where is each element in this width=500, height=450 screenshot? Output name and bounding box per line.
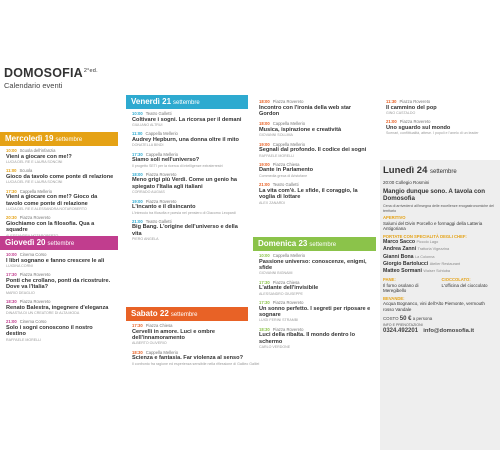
event-time: 11:00 (132, 131, 143, 137)
event-time: 10:00 (132, 111, 143, 116)
chef-row (383, 254, 496, 261)
phone[interactable]: 0324.492201 (383, 327, 419, 334)
event-place: Cappella Mellerio (145, 151, 179, 157)
event (126, 109, 248, 129)
event-time: 17:30 (6, 272, 17, 278)
event-title: Vieni a giocare con me!? (6, 153, 72, 160)
event-title: Il cammino del pop (386, 104, 437, 111)
event (253, 180, 376, 207)
chef-list (383, 239, 496, 275)
saturday-events (126, 321, 260, 368)
chef-restaurant: La Colonna (415, 254, 435, 259)
event-time: 19:00 (132, 198, 143, 204)
event (0, 270, 118, 297)
chef-row (383, 246, 496, 253)
event (0, 166, 118, 186)
info-label: INFO E PRENOTAZIONI (383, 323, 423, 328)
cost-line: COSTO 50 € a persona (383, 316, 433, 323)
event-subtitle: Il progetto SETI per la ricerca di intelligenze extraterrestri (132, 163, 223, 168)
event-place: Piazza Rovereto (399, 99, 431, 104)
event-title: Coltivare i sogni. La ricorsa per il demani (132, 116, 242, 123)
event (380, 117, 500, 137)
event-subtitle: L'intreccio tra filosofia e poesia nel pensiero di Giacomo Leopardi (132, 210, 236, 215)
event-time: 17:30 (132, 323, 143, 328)
aperitivo-text: Salumi del Divin Porcello e formaggi della Latteria Antigoriana (383, 220, 483, 232)
monday-description: Cena di arrivederci all'insegna delle eccellenze enogastronomiche del territorio (383, 204, 494, 213)
event-place: Teatro Galletti (145, 111, 172, 116)
event-place: Piazza Rovereto (19, 272, 51, 278)
event (0, 187, 118, 214)
event-subtitle: RAFFAELE MORELLI (6, 337, 42, 342)
chef-row (383, 261, 496, 268)
event-time: 19:00 (259, 161, 270, 167)
event-time: 21:00 (259, 182, 270, 188)
event-subtitle: DONATELLA BINDI (132, 143, 164, 148)
thursday-section (0, 236, 118, 344)
chef-name: Gianni Bona (383, 253, 414, 260)
event-place: Teatro Galletti (272, 182, 299, 188)
event-place: Cappella Mellerio (145, 349, 179, 355)
chef-row (383, 268, 496, 275)
chef-restaurant: Piccolo Lago (416, 240, 439, 245)
day-header-thursday: Giovedì 20 settembre (0, 236, 118, 250)
event-subtitle: GIULIANO ALTRUI (132, 122, 163, 127)
event-title: Scienza e fantasia. Far violenza al senso? (132, 355, 243, 362)
brand-title: $DOMOSOFIA^{2^\circ ed.}$ (4, 66, 98, 80)
event-title: Meno grigi più Verdi. Come un genio ha spiegato l'Italia agli italiani (132, 177, 238, 190)
event-place: Piazza Chiesa (145, 323, 173, 328)
wednesday-section (0, 132, 118, 240)
event-title: Giochiamo con la filosofia. Qua a squadre (6, 220, 95, 234)
event-title: Gioco da tavolo come ponte di relazione (6, 173, 114, 180)
event-time: 10:00 (259, 253, 270, 258)
event-time: 18:00 (132, 171, 143, 177)
event-title: Renato Balestra, ingegnere d'eleganza (6, 304, 109, 311)
event (0, 297, 118, 317)
brand (4, 66, 118, 90)
event (380, 97, 500, 117)
event-place: Cinema Corso (19, 252, 47, 257)
event-time: 18:30 (259, 326, 270, 332)
event-time: 10:00 (6, 252, 17, 257)
thursday-events (0, 250, 118, 344)
event (126, 170, 248, 197)
event-time: 19:00 (259, 141, 270, 147)
wednesday-events (0, 146, 118, 240)
event-time: 18:00 (259, 121, 270, 127)
event (0, 317, 118, 344)
sunday-events (253, 251, 376, 351)
event-title: L'incanto e il disincanto (132, 204, 196, 211)
day-header-saturday: Sabato 22 settembre (126, 307, 248, 321)
event-title: Musica, ispirazione e creatività (259, 126, 342, 133)
event-subtitle: GINO CASTALDO (386, 110, 416, 115)
monday-title: Mangio dunque sono. A tavola con Domosofia (383, 188, 485, 202)
event-time: 11:30 (386, 99, 397, 104)
monday-time-place: 20:00 Collegio Rosmini (383, 180, 430, 185)
event-subtitle: Commedia greca di Aristofane (259, 173, 308, 178)
event-subtitle: LUCIA DEL RE E ALESSANDRA NOTAROBERTO (6, 206, 87, 211)
event-subtitle: LUIGINA CORNI (6, 263, 33, 268)
event (253, 97, 376, 119)
day-header-monday: Lunedì 24 settembre (383, 165, 457, 176)
event (253, 298, 376, 325)
email-link[interactable]: info@domosofia.it (423, 327, 475, 334)
event-subtitle: LUCIA DEL RE E LAURA SONCINI (6, 180, 63, 185)
event-title: Incontro con l'ironia della web star Gordon (259, 104, 352, 117)
event (126, 348, 260, 368)
bevande-label: BEVANDE: (383, 295, 405, 301)
event-title: Dante in Parlamento (259, 167, 314, 174)
chef-name: Marco Sacco (383, 239, 416, 246)
event-subtitle: GIOVANNI SOLLIMA (259, 133, 293, 138)
event-place: Piazza Rovereto (19, 215, 51, 221)
event-subtitle: ALEX ZANARDI (259, 200, 285, 205)
bevande-text: Acqua Bognanco, vini dell'Alto Piemonte, vermouth rosso Vandale (383, 301, 485, 312)
chef-name: Giorgio Bartolucci (383, 260, 429, 267)
saturday-section (126, 307, 260, 368)
event-title: L'atlante dell'invisibile (259, 285, 319, 292)
event-title: Siamo soli nell'universo? (132, 157, 200, 164)
event-place: Piazza Chiesa (272, 279, 300, 285)
friday-section (126, 95, 248, 244)
event-time: 21:00 (6, 319, 17, 325)
chef-restaurant: Trattoria Vigezzina (417, 247, 450, 252)
event-time: 21:00 (132, 218, 143, 224)
event-title: Ponti che crollano, ponti da ricostruire. Dove va l'Italia? (6, 277, 111, 291)
event-place: Cappella Mellerio (272, 253, 306, 258)
event-time: 17:30 (259, 300, 270, 306)
event (253, 119, 376, 139)
event-subtitle: ALBERTO OLIVERIO (132, 341, 167, 346)
event-time: 17:30 (132, 151, 143, 157)
monday-section (380, 160, 500, 450)
day-header-friday: Venerdì 21 settembre (126, 95, 248, 109)
event (126, 129, 248, 149)
event-subtitle: LUCIA DEL RE E LAURA SONCINI (6, 159, 63, 164)
event-subtitle: PIERO ANGELA (132, 237, 159, 242)
event-place: Piazza Rovereto (272, 326, 304, 332)
event-time: 18:00 (259, 99, 270, 104)
event-time: 17:30 (259, 279, 270, 285)
event (126, 197, 248, 217)
event-subtitle: CARLO VERDONE (259, 345, 291, 350)
event-place: Cappella Mellerio (19, 188, 53, 194)
event-title: Big Bang. L'origine dell'universo e della vita (132, 224, 238, 237)
pane-cioccolato (383, 277, 496, 294)
event-place: Piazza Chiesa (272, 161, 300, 167)
saturday-evening-events (380, 97, 500, 138)
event-place: Piazza Rovereto (145, 171, 177, 177)
friday-events (126, 109, 248, 244)
contact-line (383, 328, 496, 334)
chef-restaurant: Atelier Restaurant (429, 261, 461, 266)
event-subtitle: Scenari, conflittualità, attese. I popoli e l'anelo di un leader (386, 131, 479, 136)
event-subtitle: Il confronto fra ragione ed esperienza sensibile nella riflessione di Galileo Galilei (132, 361, 260, 366)
event-title: Un sonno perfetto. I segreti per riposare e sognare (259, 305, 371, 318)
event-place: Teatro Galletti (145, 218, 172, 224)
event-place: Cappella Mellerio (145, 131, 178, 137)
event-place: Piazza Rovereto (145, 198, 177, 204)
day-header-sunday: Domenica 23 settembre (253, 237, 376, 251)
event-place: Scuola dell'infanzia (19, 148, 56, 153)
cioccolato-text: L'officina del cioccolato (441, 282, 488, 288)
event-time: 20:30 (6, 215, 17, 221)
chef-name: Matteo Sormani (383, 268, 422, 274)
pane-text: Il forno osolano di Meregibello (383, 282, 419, 294)
event-title: Audrey Hepburn, una donna oltre il mito (132, 136, 239, 143)
event-time: 17:30 (6, 188, 17, 194)
event (0, 250, 118, 270)
event (126, 321, 248, 348)
day-header-wednesday: Mercoledì 19 settembre (0, 132, 118, 146)
brand-subtitle: Calendario eventi (4, 81, 63, 90)
chefs-label: PORTATE CON SPECIALITÀ DEGLI CHEF: (383, 233, 467, 239)
event-subtitle: RAFFAELE MORELLI (259, 153, 295, 158)
event-place: Piazza Rovereto (399, 119, 431, 125)
event-place: Piazza Rovereto (19, 299, 51, 305)
event-subtitle: LUIGI FERINI STRAMBI (259, 318, 299, 323)
event-place: Piazza Rovereto (272, 99, 304, 104)
event-subtitle: DINASTIA DI UN CREATORE DI ALTA MODA (6, 310, 80, 315)
event-subtitle: MARIO DEAGLIO (6, 290, 35, 295)
event (253, 160, 376, 180)
event-title: I libri sognano e fanno crescere le ali (6, 257, 105, 264)
event-place: Scuola (19, 168, 33, 174)
saturday-events-continued (253, 97, 376, 207)
event-place: Cinema Corso (19, 319, 47, 325)
event-place: Cappella Mellerio (272, 141, 306, 147)
event-subtitle: ALESSANDRO GIUSEPPE (259, 291, 303, 296)
event-subtitle: GIOVANNI BIGNAMI (259, 271, 293, 276)
event-time: 18:30 (132, 349, 143, 355)
event (126, 217, 248, 244)
event-title: Passione universo: conoscenze, enigmi, sfide (259, 258, 367, 271)
event-title: La vita com'è. Le sfide, il coraggio, la voglia di lottare (259, 187, 358, 201)
sunday-section (253, 237, 376, 351)
event-title: Luci della ribalta. Il mondo dentro lo schermo (259, 332, 356, 345)
aperitivo-label: APERITIVO (383, 215, 406, 221)
event-title: Solo i sogni conoscono il nostro destino (6, 324, 93, 338)
event-place: Cappella Mellerio (272, 121, 306, 127)
chef-row (383, 239, 496, 246)
event (0, 146, 118, 166)
event (253, 251, 376, 278)
cioccolato-label: CIOCCOLATO: (441, 277, 471, 283)
event (253, 140, 376, 160)
chef-restaurant: Walser Schtuba (423, 269, 451, 273)
event-title: Cervelli in amore. Luci e ombre dell'innamoramento (132, 328, 216, 341)
event-title: Uno sguardo sul mondo (386, 124, 451, 131)
event-place: Piazza Rovereto (272, 300, 304, 306)
event-title: Vieni a giocare con me!? Gioco da tavolo come ponte di relazione (6, 194, 98, 207)
chef-name: Andrea Zanni (383, 246, 417, 253)
event (253, 325, 376, 352)
event-time: 18:30 (6, 299, 17, 305)
pane-label: PANE: (383, 277, 396, 283)
event-time: 21:00 (386, 119, 397, 125)
event-title: Segnali dal profondo. Il codice dei sogni (259, 147, 367, 154)
event-time: 10:00 (6, 148, 17, 153)
event (253, 278, 376, 298)
event-subtitle: CORRADO AUGIAS (132, 190, 165, 195)
event (126, 150, 248, 170)
event-time: 11:00 (6, 168, 17, 174)
